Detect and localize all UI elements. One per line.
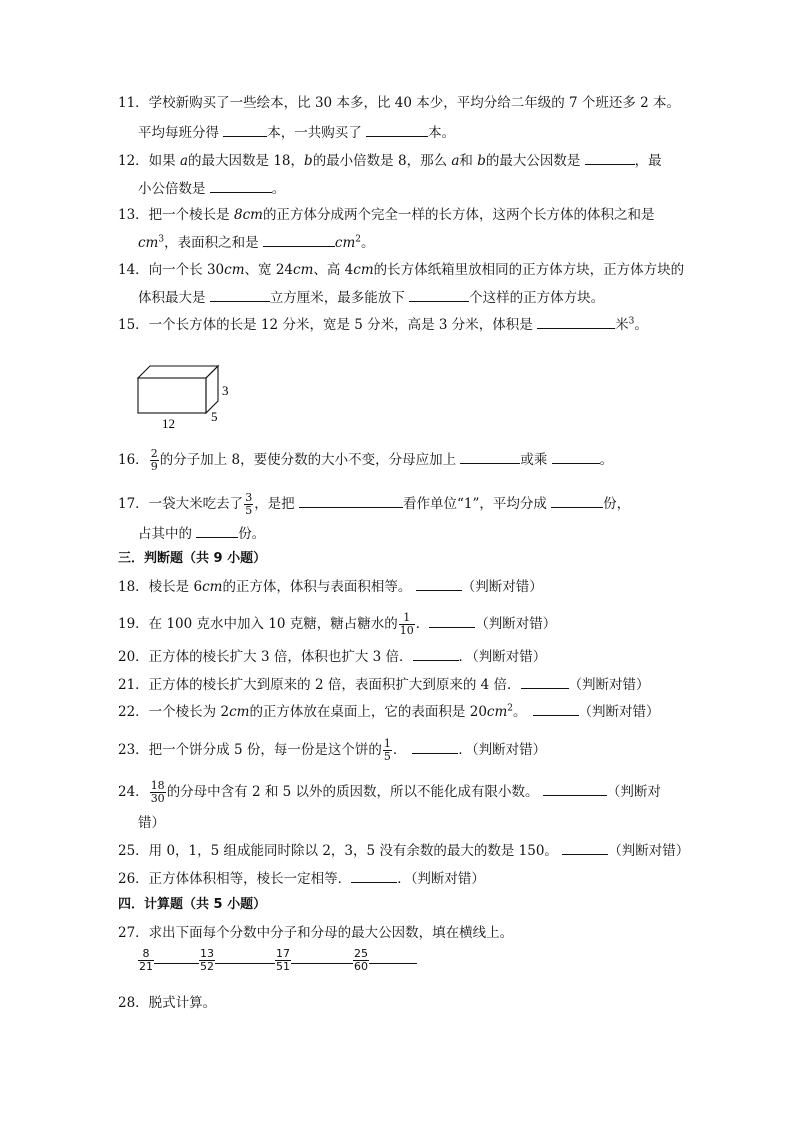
sup: 3 — [158, 234, 165, 245]
q11-line2 — [138, 124, 455, 141]
q14-text: 、宽 24 — [244, 262, 294, 278]
var-a: a — [179, 153, 189, 169]
q11-text: 本。 — [428, 125, 456, 141]
unit-cm: cm — [224, 262, 245, 278]
q14-line1 — [118, 262, 684, 278]
q14-text: 14．向一个长 30 — [118, 262, 225, 278]
unit-cm: cm — [242, 207, 263, 223]
q12-blank-1[interactable] — [585, 152, 635, 165]
q17-line2 — [138, 525, 265, 542]
numerator: 8 — [142, 947, 150, 960]
q19-text: ． — [415, 616, 430, 632]
numerator: 3 — [245, 491, 253, 504]
numerator: 17 — [276, 947, 290, 960]
q23-text: 23．把一个饼分成 5 份，每一份是这个饼的 — [118, 742, 382, 758]
denominator: 60 — [354, 960, 368, 973]
unit-cm: cm — [293, 262, 314, 278]
q20-text: 20．正方体的棱长扩大 3 倍，体积也扩大 3 倍． — [118, 649, 413, 665]
q15-text: 。 — [634, 317, 648, 333]
q17-line1 — [118, 492, 630, 517]
q15-text: 米 — [615, 317, 629, 333]
q14-text: 立方厘米，最多能放下 — [269, 290, 410, 306]
q14-blank-2[interactable] — [409, 289, 469, 302]
q17-blank-3[interactable] — [196, 525, 238, 538]
q17-text: 份， — [603, 496, 631, 512]
q15-blank[interactable] — [537, 316, 615, 329]
q12-line2 — [138, 180, 285, 197]
q25-line — [118, 842, 689, 859]
q16-text: 或乘 — [520, 452, 552, 468]
fraction — [138, 948, 154, 973]
q19-line — [118, 612, 556, 637]
cuboid-side — [206, 366, 218, 413]
denominator: 30 — [150, 792, 165, 805]
q19-tf: （判断对错） — [475, 616, 557, 632]
q14-blank-1[interactable] — [210, 289, 270, 302]
q13-text: ，表面积之和是 — [164, 235, 263, 251]
unit-cm: cm — [202, 579, 223, 595]
q21-blank[interactable] — [521, 676, 569, 689]
q12-text: 的最小倍数是 8，那么 — [312, 153, 452, 169]
q13-text: 的正方体分成两个完全一样的长方体，这两个长方体的体积之和是 — [262, 207, 655, 223]
q25-tf: （判断对错） — [608, 843, 690, 859]
q22-line — [118, 703, 660, 720]
q14-line2 — [138, 289, 604, 306]
q22-tf: （判断对错） — [578, 704, 660, 720]
q23-text: ． — [392, 742, 407, 758]
q12-blank-2[interactable] — [210, 180, 272, 193]
q20-text: ． — [458, 649, 473, 665]
cuboid-height-label: 3 — [222, 383, 229, 398]
denominator: 10 — [399, 624, 414, 637]
q25-text: 25．用 0，1，5 组成能同时除以 2，3，5 没有余数的最大的数是 150。 — [118, 843, 563, 859]
q27-blank-3[interactable] — [291, 949, 353, 964]
q12-text: 。 — [271, 181, 286, 197]
q24-text: 的分母中含有 2 和 5 以外的质因数，所以不能化成有限小数。 — [166, 784, 543, 800]
q26-tf: （判断对错） — [410, 871, 485, 887]
q14-text: 个这样的正方体方块。 — [469, 290, 605, 306]
q17-text: 看作单位“1”，平均分成 — [402, 496, 552, 512]
section-heading-calculation: 四．计算题（共 5 小题） — [118, 897, 267, 912]
q20-blank[interactable] — [413, 648, 459, 661]
q15-text: 15．一个长方体的长是 12 分米，宽是 5 分米，高是 3 分米，体积是 — [118, 317, 538, 333]
q12-text: 12．如果 — [118, 153, 180, 169]
q16-text: 。 — [599, 452, 614, 468]
q13-text: 13．把一个棱长是 — [118, 207, 234, 223]
denominator: 5 — [245, 504, 253, 517]
q13-text: 。 — [361, 235, 375, 251]
q27-blank-2[interactable] — [215, 949, 275, 964]
q22-blank[interactable] — [533, 703, 579, 716]
q24-tf: （判断对 — [606, 784, 661, 800]
denominator: 51 — [276, 960, 290, 973]
q12-text: 的最大公因数是 — [485, 153, 585, 169]
q22-text: 。 — [513, 704, 527, 720]
q28-line: 28．脱式计算。 — [118, 995, 217, 1011]
q24-line1 — [118, 780, 661, 805]
q16-blank-1[interactable] — [460, 451, 520, 464]
var-b: b — [477, 153, 486, 169]
q12-text: 和 — [459, 153, 478, 169]
q20-tf: （判断对错） — [472, 649, 547, 665]
q23-tf: （判断对错） — [471, 742, 547, 758]
fraction — [353, 948, 369, 973]
q17-blank-2[interactable] — [551, 495, 603, 508]
denominator: 9 — [150, 460, 158, 473]
cuboid-figure — [132, 362, 242, 432]
q19-blank[interactable] — [429, 615, 475, 628]
sup: 2 — [355, 234, 362, 245]
cuboid-width-label: 5 — [211, 409, 218, 424]
q21-text: 21．正方体的棱长扩大到原来的 2 倍，表面积扩大到原来的 4 倍． — [118, 677, 521, 693]
denominator: 21 — [139, 960, 153, 973]
q26-text: ． — [397, 871, 411, 887]
q16-line — [118, 448, 613, 473]
q13-blank[interactable] — [263, 234, 335, 247]
q17-text: ，是把 — [254, 496, 299, 512]
q12-text: ，最 — [634, 153, 662, 169]
q23-text: ． — [458, 742, 472, 758]
q26-text: 26．正方体体积相等，棱长一定相等． — [118, 871, 352, 887]
fraction — [244, 492, 253, 517]
q11-text: 本，一共购买了 — [267, 125, 367, 141]
var-a: a — [451, 153, 460, 169]
q24-text: 24． — [118, 784, 149, 800]
q21-tf: （判断对错） — [568, 677, 650, 693]
fraction — [275, 948, 291, 973]
q11-blank-2[interactable] — [366, 124, 428, 137]
numerator: 13 — [200, 947, 214, 960]
q17-text: 份。 — [238, 526, 266, 542]
q14-text: 体积最大是 — [138, 290, 210, 306]
var-b: b — [304, 153, 313, 169]
denominator: 5 — [383, 750, 391, 763]
q22-text: 的正方体放在桌面上，它的表面积是 20 — [249, 704, 487, 720]
q27-fraction-row — [137, 948, 417, 973]
q13-line2 — [138, 234, 375, 251]
q16-text: 16． — [118, 452, 149, 468]
cuboid-length-label: 12 — [162, 416, 175, 431]
q11-text: 平均每班分得 — [138, 125, 224, 141]
q26-line — [118, 870, 485, 887]
q25-blank[interactable] — [562, 842, 608, 855]
fraction — [199, 948, 215, 973]
q18-blank[interactable] — [416, 578, 462, 591]
fraction — [399, 612, 415, 637]
q27-blank-1[interactable] — [154, 949, 199, 964]
fraction — [150, 780, 166, 805]
q18-text: 18．棱长是 6 — [118, 579, 203, 595]
q20-line — [118, 648, 546, 665]
unit-cm: cm — [229, 704, 250, 720]
unit-cm: cm — [486, 704, 508, 720]
fraction — [383, 738, 392, 763]
q16-text: 的分子加上 8，要使分数的大小不变，分母应加上 — [159, 452, 461, 468]
cuboid-top — [138, 366, 218, 378]
q23-line — [118, 738, 546, 763]
q24-blank[interactable] — [543, 783, 607, 796]
unit-cm: cm — [334, 235, 356, 251]
q19-text: 19．在 100 克水中加入 10 克糖，糖占糖水的 — [118, 616, 398, 632]
q26-blank[interactable] — [351, 870, 397, 883]
q13-line1 — [118, 207, 654, 223]
q12-text: 小公倍数是 — [138, 181, 210, 197]
q11-line1: 11．学校新购买了一些绘本，比 30 本多，比 40 本少，平均分给二年级的 7 个班还多 2 本。 — [118, 95, 681, 111]
q18-text: 的正方体，体积与表面积相等。 — [222, 579, 416, 595]
cuboid-front — [138, 378, 206, 413]
unit-cm: cm — [353, 262, 374, 278]
numerator: 1 — [403, 611, 411, 624]
section-heading-judgement: 三．判断题（共 9 小题） — [118, 551, 267, 566]
q27-blank-4[interactable] — [369, 949, 417, 964]
q18-tf: （判断对错） — [461, 579, 543, 595]
fraction — [150, 448, 159, 473]
denominator: 52 — [200, 960, 214, 973]
q12-text: 的最大因数是 18， — [188, 153, 305, 169]
numerator: 2 — [150, 447, 158, 460]
q18-line — [118, 578, 543, 595]
q14-text: 、高 4 — [313, 262, 354, 278]
q17-text: 占其中的 — [138, 526, 197, 542]
q23-blank[interactable] — [412, 741, 458, 754]
q16-blank-2[interactable] — [552, 451, 600, 464]
numerator: 18 — [150, 779, 165, 792]
q17-blank-1[interactable] — [299, 495, 403, 508]
q12-line1 — [118, 152, 662, 169]
unit-cm: cm — [138, 235, 159, 251]
q22-text: 22．一个棱长为 2 — [118, 704, 230, 720]
q13-edge: 8 — [233, 207, 243, 223]
q15-line — [118, 316, 648, 333]
q21-line — [118, 676, 650, 693]
q24-line2: 错） — [138, 815, 165, 831]
q14-text: 的长方体纸箱里放相同的正方体方块，正方体方块的 — [373, 262, 685, 278]
q17-text: 17．一袋大米吃去了 — [118, 496, 244, 512]
q11-blank-1[interactable] — [223, 124, 267, 137]
numerator: 25 — [354, 947, 368, 960]
q27-line: 27．求出下面每个分数中分子和分母的最大公因数，填在横线上。 — [118, 925, 514, 941]
numerator: 1 — [383, 737, 391, 750]
sup: 2 — [507, 703, 514, 714]
sup: 3 — [628, 316, 635, 327]
